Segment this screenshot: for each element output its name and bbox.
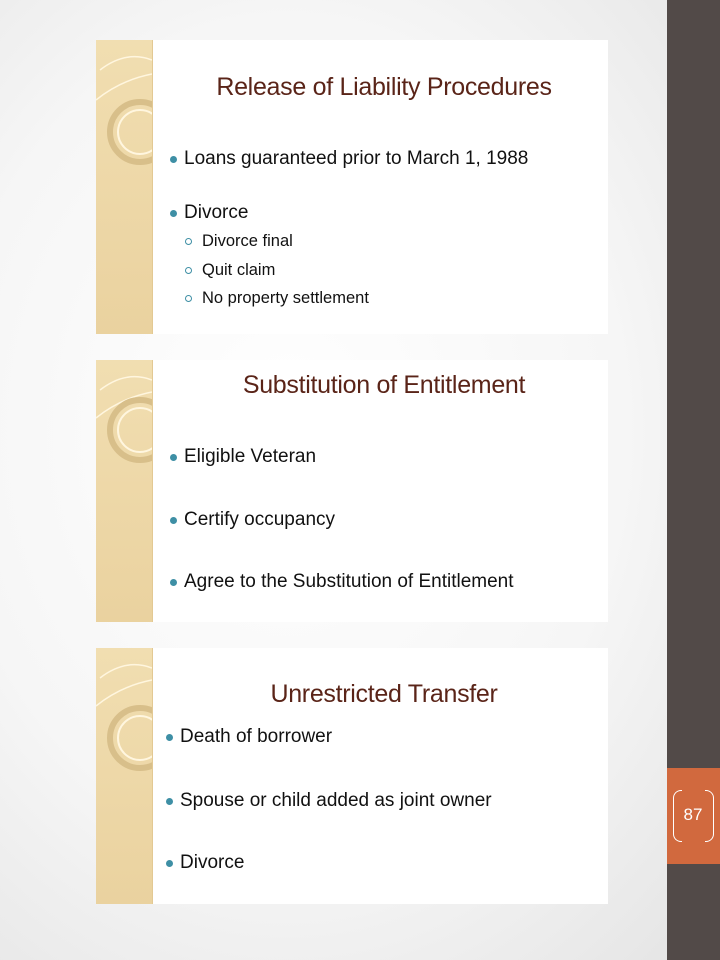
bullet-item: Eligible Veteran <box>184 446 602 468</box>
decorative-strip <box>96 648 153 904</box>
page-number: 87 <box>683 805 703 824</box>
bullet-dot-icon <box>170 156 177 163</box>
bracket-right-icon <box>705 790 714 842</box>
bullet-item: Loans guaranteed prior to March 1, 1988 <box>184 148 602 170</box>
sub-bullet-ring-icon <box>185 238 192 245</box>
slide-release-of-liability <box>96 40 608 334</box>
bullet-item: Agree to the Substitution of Entitlement <box>184 571 602 593</box>
slide-title: Unrestricted Transfer <box>270 680 498 708</box>
decorative-circles-icon <box>96 648 152 904</box>
bullet-dot-icon <box>170 517 177 524</box>
sub-bullet-item: No property settlement <box>184 289 602 308</box>
sub-bullet-item: Divorce final <box>184 232 602 251</box>
bullet-item: Certify occupancy <box>184 509 602 531</box>
slide-title: Release of Liability Procedures <box>216 73 552 101</box>
bullet-dot-icon <box>170 579 177 586</box>
sub-bullet-ring-icon <box>185 295 192 302</box>
sub-bullet-ring-icon <box>185 267 192 274</box>
bullet-dot-icon <box>166 860 173 867</box>
bullet-dot-icon <box>166 798 173 805</box>
bullet-dot-icon <box>170 210 177 217</box>
sub-bullet-item: Quit claim <box>184 261 602 280</box>
bullet-dot-icon <box>166 734 173 741</box>
page-number-tab <box>667 768 720 864</box>
slide-title: Substitution of Entitlement <box>242 371 526 399</box>
decorative-circles-icon <box>96 40 152 334</box>
slide-unrestricted-transfer <box>96 648 608 904</box>
bullet-item: Divorce <box>184 202 602 224</box>
decorative-strip <box>96 360 153 622</box>
bullet-item: Death of borrower <box>180 726 602 748</box>
decorative-strip <box>96 40 153 334</box>
bullet-item: Spouse or child added as joint owner <box>180 790 602 812</box>
bullet-dot-icon <box>170 454 177 461</box>
slide-substitution-of-entitlement <box>96 360 608 622</box>
bullet-item: Divorce <box>180 852 602 874</box>
decorative-circles-icon <box>96 360 152 622</box>
